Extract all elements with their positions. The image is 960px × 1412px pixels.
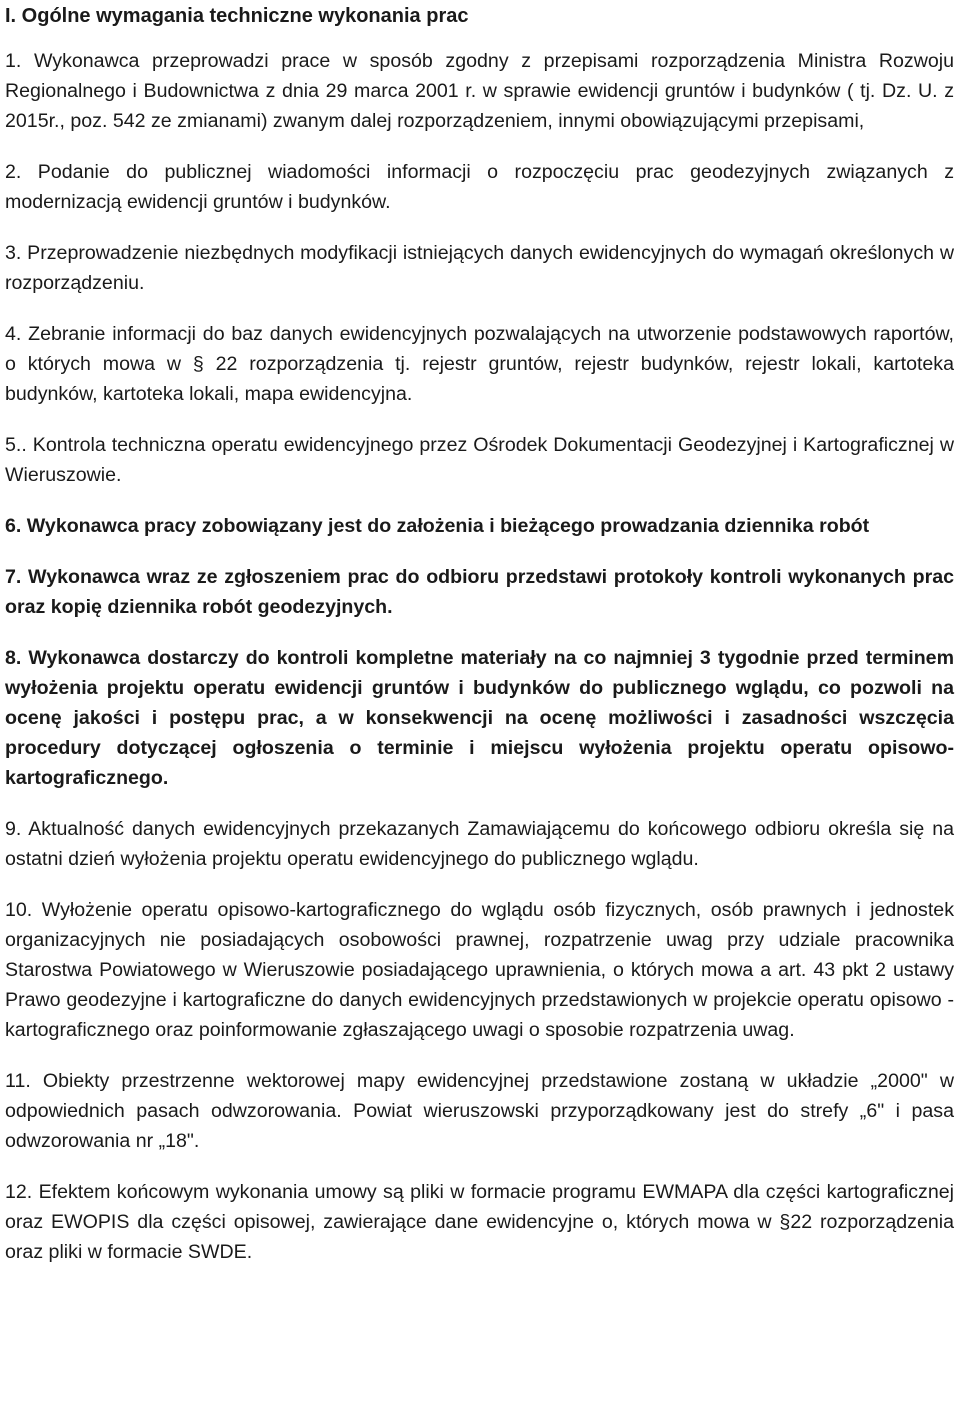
paragraph-9: 9. Aktualność danych ewidencyjnych przekazanych Zamawiającemu do końcowego odbioru określa się na ostatni dzień wyłożenia projektu operatu ewidencyjnego do publicznego wglądu. bbox=[5, 818, 954, 870]
paragraph-6: 6. Wykonawca pracy zobowiązany jest do założenia i bieżącego prowadzania dziennika robót bbox=[5, 515, 870, 537]
paragraph-11: 11. Obiekty przestrzenne wektorowej mapy ewidencyjnej przedstawione zostaną w układzie „2000" w odpowiednich pasach odwzorowania. Powiat wieruszowski przyporządkowany jest do strefy „6" i pasa odwzorowania nr „18". bbox=[5, 1070, 954, 1152]
paragraph-8: 8. Wykonawca dostarczy do kontroli kompletne materiały na co najmniej 3 tygodnie przed terminem wyłożenia projektu operatu ewidencji gruntów i budynków do publicznego wglądu, co pozwoli na ocenę jakości i postępu prac, a w konsekwencji na ocenę możliwości i zasadności wszczęcia procedury dotyczącej ogłoszenia o terminie i miejscu wyłożenia projektu operatu opisowo- kartograficznego. bbox=[5, 647, 954, 789]
paragraph-1: 1. Wykonawca przeprowadzi prace w sposób zgodny z przepisami rozporządzenia Ministra Rozwoju Regionalnego i Budownictwa z dnia 29 marca 2001 r. w sprawie ewidencji gruntów i budynków ( tj. Dz. U. z 2015r., poz. 542 ze zmianami) zwanym dalej rozporządzeniem, innymi obowiązującymi przepisami, bbox=[5, 50, 954, 132]
paragraph-7: 7. Wykonawca wraz ze zgłoszeniem prac do odbioru przedstawi protokoły kontroli wykonanych prac oraz kopię dziennika robót geodezyjnych. bbox=[5, 566, 954, 618]
paragraph-3: 3. Przeprowadzenie niezbędnych modyfikacji istniejących danych ewidencyjnych do wymagań określonych w rozporządzeniu. bbox=[5, 242, 954, 294]
paragraph-10: 10. Wyłożenie operatu opisowo-kartograficznego do wglądu osób fizycznych, osób prawnych i jednostek organizacyjnych nie posiadających osobowości prawnej, rozpatrzenie uwag przy udziale pracownika Starostwa Powiatowego w Wieruszowie posiadającego uprawnienia, o których mowa a art. 43 pkt 2 ustawy Prawo geodezyjne i kartograficzne do danych ewidencyjnych przedstawionych w projekcie operatu opisowo - kartograficznego oraz poinformowanie zgłaszającego uwagi o sposobie rozpatrzenia uwag. bbox=[5, 899, 954, 1041]
paragraph-2: 2. Podanie do publicznej wiadomości informacji o rozpoczęciu prac geodezyjnych związanych z modernizacją ewidencji gruntów i budynków. bbox=[5, 161, 954, 213]
paragraph-12: 12. Efektem końcowym wykonania umowy są pliki w formacie programu EWMAPA dla części kartograficznej oraz EWOPIS dla części opisowej, zawierające dane ewidencyjne o, których mowa w §22 rozporządzenia oraz pliki w formacie SWDE. bbox=[5, 1181, 954, 1263]
paragraph-4: 4. Zebranie informacji do baz danych ewidencyjnych pozwalających na utworzenie podstawowych raportów, o których mowa w § 22 rozporządzenia tj. rejestr gruntów, rejestr budynków, rejestr lokali, kartoteka budynków, kartoteka lokali, mapa ewidencyjna. bbox=[5, 323, 954, 405]
paragraph-5: 5.. Kontrola techniczna operatu ewidencyjnego przez Ośrodek Dokumentacji Geodezyjnej i Kartograficznej w Wieruszowie. bbox=[5, 434, 954, 486]
section-heading: I. Ogólne wymagania techniczne wykonania prac bbox=[5, 5, 469, 27]
